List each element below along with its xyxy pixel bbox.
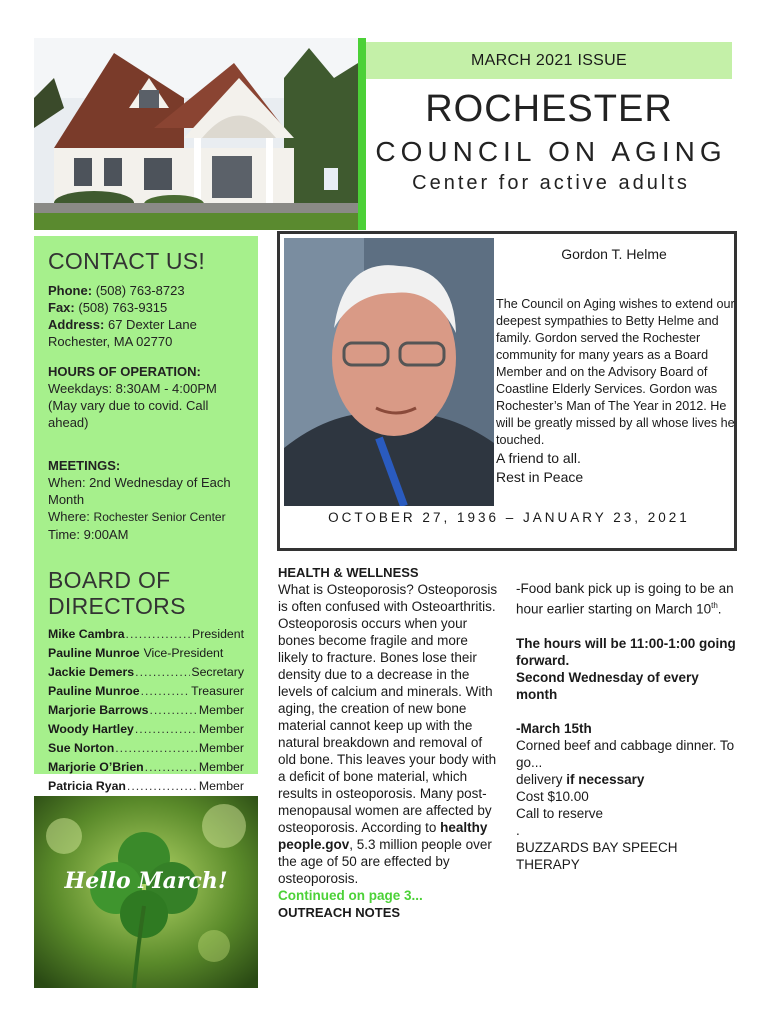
hours-label: HOURS OF OPERATION: [48, 364, 201, 379]
issue-banner: MARCH 2021 ISSUE [366, 42, 732, 79]
hello-march-caption: Hello March! [64, 868, 228, 894]
board-member-row: Woody Hartley ..... Member [48, 720, 244, 739]
meetings-where: Where: Rochester Senior Center [48, 509, 226, 524]
board-member-row: Pauline Munroe ..... Treasurer [48, 682, 244, 701]
sidebar [34, 236, 258, 793]
board-member-row: Patricia Ryan ..... Member [48, 777, 244, 796]
delivery-note: delivery if necessary [516, 771, 645, 787]
hours-schedule: Second Wednesday of every month [516, 669, 699, 702]
march15-heading: -March 15th [516, 720, 592, 736]
newsletter-subtitle: COUNCIL ON AGING [375, 136, 727, 167]
accent-bar [358, 38, 366, 230]
meetings-label: MEETINGS: [48, 458, 121, 473]
memorial-name: Gordon T. Helme [561, 246, 667, 262]
outreach-heading: OUTREACH NOTES [278, 905, 401, 920]
meetings-when: When: 2nd Wednesday of Each Month [48, 475, 231, 507]
contact-heading: CONTACT US! [48, 248, 206, 274]
board-member-row: Jackie Demers ..... Secretary [48, 663, 244, 682]
health-heading: HEALTH & WELLNESS [278, 565, 419, 580]
board-member-row: Marjorie O’Brien ..... Member [48, 758, 244, 777]
health-body: What is Osteoporosis? Osteoporosis is often confused with Osteoarthritis. Osteoporosis occurs when your bones become fragile and more likely to fracture. Bones lose their density due to a decrease in the levels of calcium and minerals. With aging, the creation of new bone material cannot keep up with the natural breakdown and removal of old bone. This leaves your body with a deficit of bone material, which results in osteoporosis. Many post-menopausal women are affected by osteoporosis. According to healthy people.gov, 5.3 million people over the age of 50 are effected by osteoporosis. [278, 582, 498, 886]
speech-therapy-heading: BUZZARDS BAY SPEECH THERAPY [516, 839, 678, 872]
continued-link[interactable]: Continued on page 3... [278, 888, 423, 903]
cost-note: Cost $10.00 [516, 788, 589, 804]
hours-note: (May vary due to covid. Call ahead) [48, 398, 209, 430]
contact-address: Address: 67 Dexter Lane [48, 317, 197, 332]
building-photo [34, 38, 358, 230]
board-member-row: Mike Cambra ..... President [48, 625, 244, 644]
food-bank-note: -Food bank pick up is going to be an hour earlier starting on March 10th. [516, 581, 734, 617]
newsletter-title: ROCHESTER [425, 88, 673, 130]
memorial-dates: OCTOBER 27, 1936 – JANUARY 23, 2021 [328, 510, 690, 525]
health-link[interactable]: healthy people.gov [278, 820, 488, 852]
newsletter-tagline: Center for active adults [412, 172, 690, 194]
call-note: Call to reserve [516, 805, 604, 821]
contact-fax: Fax: (508) 763-9315 [48, 300, 168, 315]
board-list [48, 625, 244, 796]
memorial-text: The Council on Aging wishes to extend our deepest sympathies to Betty Helme and family. Gordon served the Rochester community for many years as a Board Member and on the Advisory Board of Coastline Elderly Services. Gordon was Rochester’s Man of The Year in 2012. He will be greatly missed by all whose lives he touched. A friend to all. Rest in Peace [496, 297, 735, 485]
board-member-row: Marjorie Barrows ..... Member [48, 701, 244, 720]
contact-address-city: Rochester, MA 02770 [48, 334, 173, 349]
board-heading: BOARD OF DIRECTORS [48, 567, 186, 619]
health-wellness-column [278, 564, 500, 921]
board-member-row: Pauline Munroe Vice-President [48, 646, 224, 660]
meetings-time: Time: 9:00AM [48, 527, 129, 542]
gordon-photo [284, 238, 494, 506]
contact-phone: Phone: (508) 763-8723 [48, 283, 185, 298]
board-member-row: Sue Norton ..... Member [48, 739, 244, 758]
memorial-box [277, 231, 737, 551]
hello-march-image [34, 796, 258, 988]
hours-weekdays: Weekdays: 8:30AM - 4:00PM [48, 381, 217, 396]
dinner-note: Corned beef and cabbage dinner. To go... [516, 737, 735, 770]
hours-change: The hours will be 11:00-1:00 going forward. [516, 635, 736, 668]
dot-note: . [516, 822, 520, 838]
news-column [516, 580, 736, 873]
